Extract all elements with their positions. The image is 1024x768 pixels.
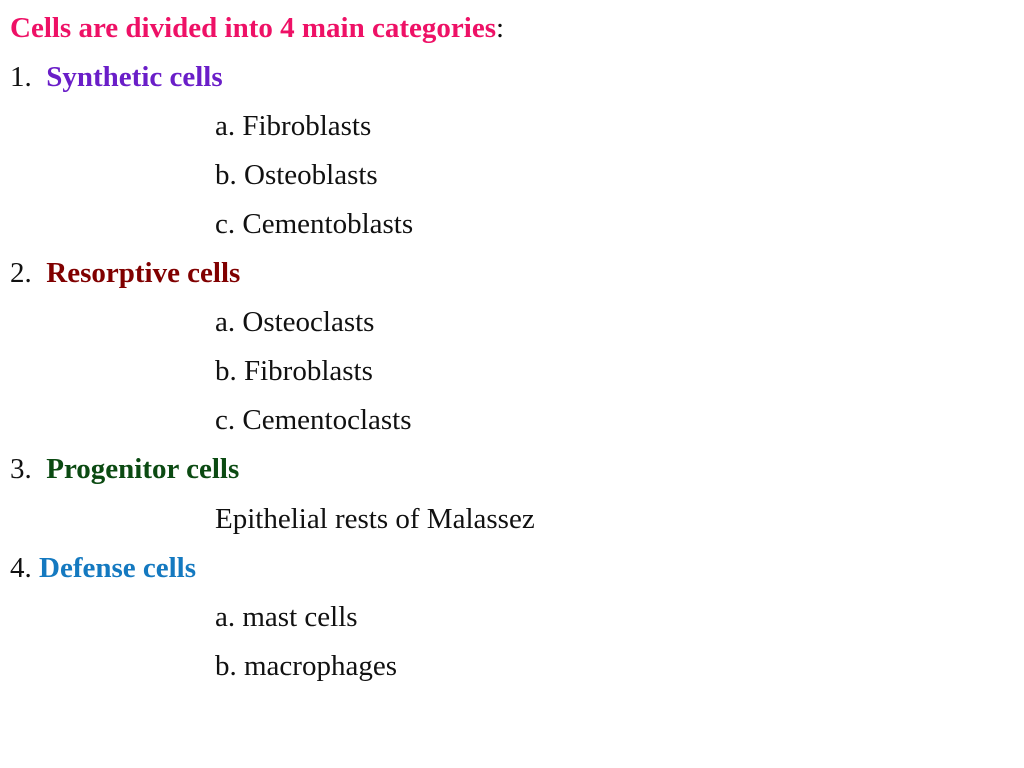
category-4-item-b: b. macrophages: [215, 650, 397, 682]
category-3-title: Progenitor cells: [46, 453, 240, 485]
category-2-item-a: a. Osteoclasts: [215, 306, 375, 338]
category-2-number: 2.: [10, 257, 32, 289]
heading-line: [10, 10, 504, 46]
category-3-line: [10, 451, 239, 487]
category-2-item-b: b. Fibroblasts: [215, 355, 373, 387]
category-3-item-a: Epithelial rests of Malassez: [215, 503, 535, 535]
heading-colon: :: [495, 12, 505, 44]
category-2-line: [10, 255, 240, 291]
category-4-line: [10, 550, 196, 586]
category-2-title: Resorptive cells: [46, 257, 241, 289]
category-1-item-b: b. Osteoblasts: [215, 159, 378, 191]
category-1-number: 1.: [10, 61, 32, 93]
category-2-item-c: c. Cementoclasts: [215, 404, 412, 436]
category-3-number: 3.: [10, 453, 32, 485]
heading-text: Cells are divided into 4 main categories: [10, 12, 496, 44]
category-4-item-a: a. mast cells: [215, 601, 358, 633]
category-4-number: 4.: [10, 552, 32, 584]
category-1-title: Synthetic cells: [46, 61, 223, 93]
category-1-item-a: a. Fibroblasts: [215, 110, 372, 142]
category-1-item-c: c. Cementoblasts: [215, 208, 414, 240]
category-1-line: [10, 59, 223, 95]
category-4-title: Defense cells: [39, 552, 197, 584]
